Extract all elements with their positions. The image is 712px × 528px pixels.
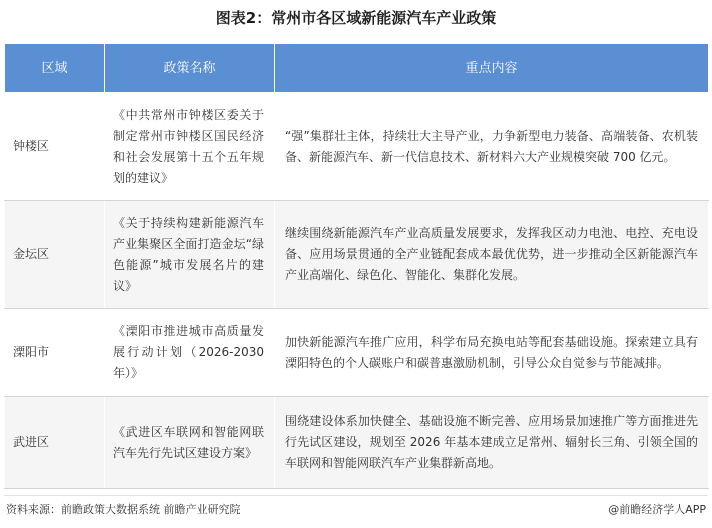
table-row	[5, 201, 709, 309]
focus-cell: “强”集群壮主体，持续壮大主导产业，力争新型电力装备、高端装备、农机装备、新能源汽车、新一代信息技术、新材料六大产业规模突破 700 亿元。	[275, 93, 709, 201]
footer	[6, 499, 706, 521]
focus-cell: 继续围绕新能源汽车产业高质量发展要求，发挥我区动力电池、电控、充电设备、应用场景贯通的全产业链配套成本最优优势，进一步推动全区新能源汽车产业高端化、绿色化、智能化、集群化发展。	[275, 201, 709, 309]
policy-name-cell: 《溧阳市推进城市高质量发展行动计划（2026-2030年）》	[105, 309, 275, 397]
table-header-row	[5, 44, 709, 93]
header-region: 区域	[5, 44, 105, 93]
policy-table	[4, 43, 709, 489]
region-cell: 武进区	[5, 397, 105, 489]
header-focus: 重点内容	[275, 44, 709, 93]
source-note: 资料来源：前瞻政策大数据系统 前瞻产业研究院	[6, 503, 241, 516]
policy-name-cell: 《关于持续构建新能源汽车产业集聚区全面打造金坛“绿色能源”城市发展名片的建议》	[105, 201, 275, 309]
header-policy-name: 政策名称	[105, 44, 275, 93]
table-row	[5, 397, 709, 489]
focus-cell: 围绕建设体系加快健全、基础设施不断完善、应用场景加速推广等方面推进先行先试区建设，规划至 2026 年基本建成立足常州、辐射长三角、引领全国的车联网和智能网联汽车产业集群新高地。	[275, 397, 709, 489]
table-row	[5, 93, 709, 201]
figure-title: 图表2：常州市各区域新能源汽车产业政策	[215, 9, 497, 27]
region-cell: 溧阳市	[5, 309, 105, 397]
table-row	[5, 309, 709, 397]
policy-name-cell: 《武进区车联网和智能网联汽车先行先试区建设方案》	[105, 397, 275, 489]
region-cell: 金坛区	[5, 201, 105, 309]
footer-divider	[4, 495, 708, 496]
policy-name-cell: 《中共常州市钟楼区委关于制定常州市钟楼区国民经济和社会发展第十五个五年规划的建议》	[105, 93, 275, 201]
focus-cell: 加快新能源汽车推广应用，科学布局充换电站等配套基础设施。探索建立具有溧阳特色的个人碳账户和碳普惠激励机制，引导公众自觉参与节能减排。	[275, 309, 709, 397]
brand-credit: @前瞻经济学人APP	[608, 503, 706, 516]
region-cell: 钟楼区	[5, 93, 105, 201]
